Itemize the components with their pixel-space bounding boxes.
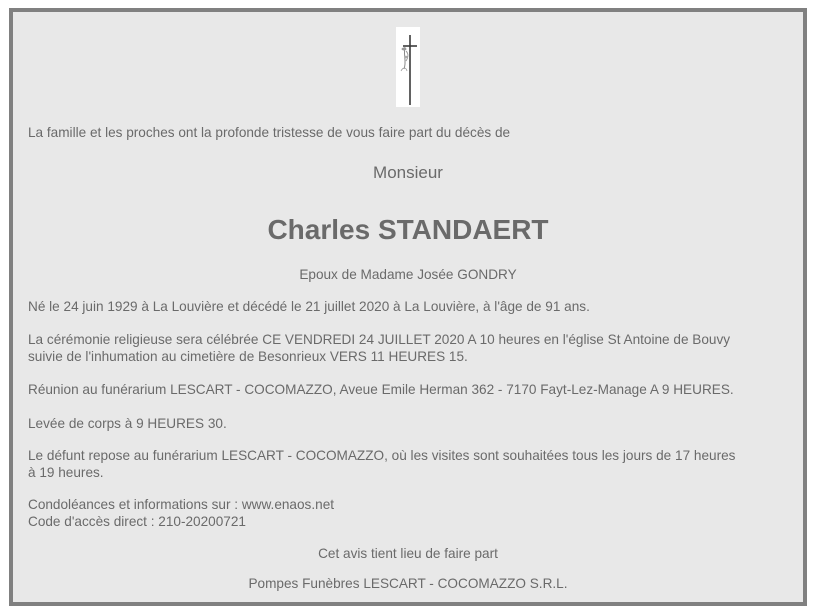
cross-with-lily-icon	[396, 27, 420, 107]
obituary-card	[9, 8, 807, 606]
visits-line-2: à 19 heures.	[28, 465, 104, 480]
ceremony-line-1: La cérémonie religieuse sera célébrée CE VENDREDI 24 JUILLET 2020 A 10 heures en l'église St Antoine de Bouvy	[28, 332, 731, 347]
levee-text: Levée de corps à 9 HEURES 30.	[28, 416, 227, 431]
honorific: Monsieur	[373, 163, 443, 182]
spouse-text: Epoux de Madame Josée GONDRY	[299, 267, 517, 282]
visits-line-1: Le défunt repose au funérarium LESCART - COCOMAZZO, où les visites sont souhaitées tous les jours de 17 heures	[28, 448, 736, 463]
deceased-name: Charles STANDAERT	[267, 214, 549, 245]
access-code-line: Code d'accès direct : 210-20200721	[28, 514, 246, 529]
ceremony-line-2: suivie de l'inhumation au cimetière de Besonrieux VERS 11 HEURES 15.	[28, 349, 468, 364]
reunion-text: Réunion au funérarium LESCART - COCOMAZZO, Aveue Emile Herman 362 - 7170 Fayt-Lez-Manage A 9 HEURES.	[28, 382, 734, 397]
birth-death-text: Né le 24 juin 1929 à La Louvière et décédé le 21 juillet 2020 à La Louvière, à l'âge de 91 ans.	[28, 299, 590, 314]
condolences-line-1: Condoléances et informations sur : www.enaos.net	[28, 497, 335, 512]
intro-text: La famille et les proches ont la profonde tristesse de vous faire part du décès de	[28, 125, 511, 140]
notice-text: Cet avis tient lieu de faire part	[318, 546, 498, 561]
funeral-home-text: Pompes Funèbres LESCART - COCOMAZZO S.R.L.	[248, 576, 568, 591]
